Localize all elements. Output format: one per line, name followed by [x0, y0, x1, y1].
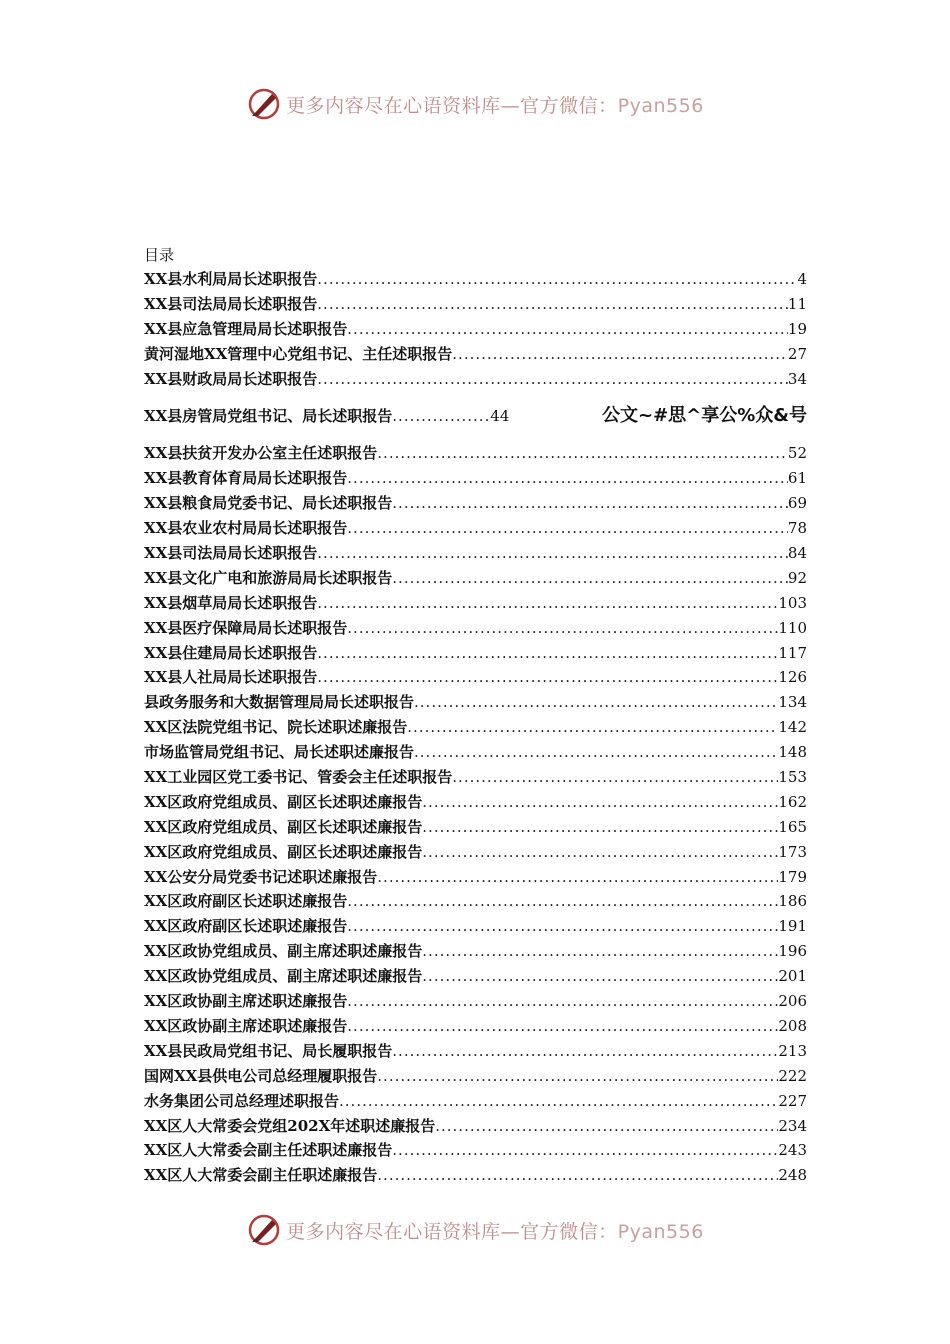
- toc-entry[interactable]: XX区政府副区长述职述廉报告 ..... 191: [144, 914, 807, 939]
- toc-entry[interactable]: XX县扶贫开发办公室主任述职报告 ..... 52: [144, 441, 807, 466]
- toc-entry[interactable]: XX县农业农村局局长述职报告 ..... 78: [144, 516, 807, 541]
- toc-entry[interactable]: XX县水利局局长述职报告 ..... 4: [144, 267, 807, 292]
- toc-entry[interactable]: XX县应急管理局局长述职报告 ..... 19: [144, 317, 807, 342]
- toc-entry[interactable]: XX区人大常委会副主任述职述廉报告 ..... 243: [144, 1138, 807, 1163]
- toc-entry[interactable]: XX县司法局局长述职报告 ..... 11: [144, 292, 807, 317]
- toc-entry[interactable]: 县政务服务和大数据管理局局长述职报告 ..... 134: [144, 690, 807, 715]
- toc-entry[interactable]: XX县房管局党组书记、局长述职报告 ..... 44 公文~#思^享公%众&号: [144, 391, 807, 441]
- toc-entry[interactable]: 国网XX县供电公司总经理履职报告 ..... 222: [144, 1064, 807, 1089]
- toc-entry[interactable]: 黄河湿地XX管理中心党组书记、主任述职报告 ..... 27: [144, 342, 807, 367]
- footer-banner: [0, 1210, 950, 1250]
- banner-wechat-id: Pyan556: [617, 1220, 704, 1243]
- toc-entry[interactable]: XX区政府党组成员、副区长述职述廉报告 ..... 165: [144, 815, 807, 840]
- toc-entry[interactable]: XX县医疗保障局局长述职报告 ..... 110: [144, 616, 807, 641]
- toc-entry[interactable]: XX县粮食局党委书记、局长述职报告 ..... 69: [144, 491, 807, 516]
- toc-entry[interactable]: XX县住建局局长述职报告 ..... 117: [144, 641, 807, 666]
- toc-entry[interactable]: XX县司法局局长述职报告 ..... 84: [144, 541, 807, 566]
- pen-logo-icon: [246, 1212, 282, 1248]
- toc-entry[interactable]: XX区政府党组成员、副区长述职述廉报告 ..... 162: [144, 790, 807, 815]
- toc-title: 目录: [144, 246, 175, 264]
- toc-entry[interactable]: XX区政府副区长述职述廉报告 ..... 186: [144, 889, 807, 914]
- toc-entry[interactable]: XX区法院党组书记、院长述职述廉报告 ..... 142: [144, 715, 807, 740]
- toc-entry[interactable]: 市场监管局党组书记、局长述职述廉报告 ..... 148: [144, 740, 807, 765]
- toc-entry[interactable]: XX区政府党组成员、副区长述职述廉报告 ..... 173: [144, 840, 807, 865]
- banner-wechat-id: Pyan556: [617, 94, 704, 117]
- banner-text: 更多内容尽在心语资料库—官方微信：Pyan556: [286, 1220, 704, 1243]
- toc-entry[interactable]: XX区政协党组成员、副主席述职述廉报告 ..... 201: [144, 964, 807, 989]
- banner-text: 更多内容尽在心语资料库—官方微信：Pyan556: [286, 94, 704, 117]
- toc-entry[interactable]: XX县烟草局局长述职报告 ..... 103: [144, 591, 807, 616]
- toc-entry[interactable]: XX县民政局党组书记、局长履职报告 ..... 213: [144, 1039, 807, 1064]
- toc-entry[interactable]: XX区人大常委会副主任职述廉报告 ..... 248: [144, 1163, 807, 1188]
- toc-entry[interactable]: XX区政协副主席述职述廉报告 ..... 208: [144, 1014, 807, 1039]
- toc-entry[interactable]: XX公安分局党委书记述职述廉报告 ..... 179: [144, 865, 807, 890]
- toc-entry[interactable]: XX区人大常委会党组202X年述职述廉报告 ..... 234: [144, 1114, 807, 1139]
- toc-entry[interactable]: XX县财政局局长述职报告 ..... 34: [144, 367, 807, 392]
- watermark-text: 公文~#思^享公%众&号: [602, 405, 807, 427]
- toc-entry[interactable]: XX区政协副主席述职述廉报告 ..... 206: [144, 989, 807, 1014]
- toc-entry[interactable]: XX区政协党组成员、副主席述职述廉报告 ..... 196: [144, 939, 807, 964]
- toc-entry[interactable]: XX县文化广电和旅游局局长述职报告 ..... 92: [144, 566, 807, 591]
- toc-entry[interactable]: XX县教育体育局局长述职报告 ..... 61: [144, 466, 807, 491]
- table-of-contents: [144, 243, 807, 1188]
- toc-entry[interactable]: XX工业园区党工委书记、管委会主任述职报告 ..... 153: [144, 765, 807, 790]
- toc-entry[interactable]: XX县人社局局长述职报告 ..... 126: [144, 665, 807, 690]
- toc-entry[interactable]: 水务集团公司总经理述职报告 ..... 227: [144, 1089, 807, 1114]
- pen-logo-icon: [246, 86, 282, 122]
- header-banner: [0, 84, 950, 124]
